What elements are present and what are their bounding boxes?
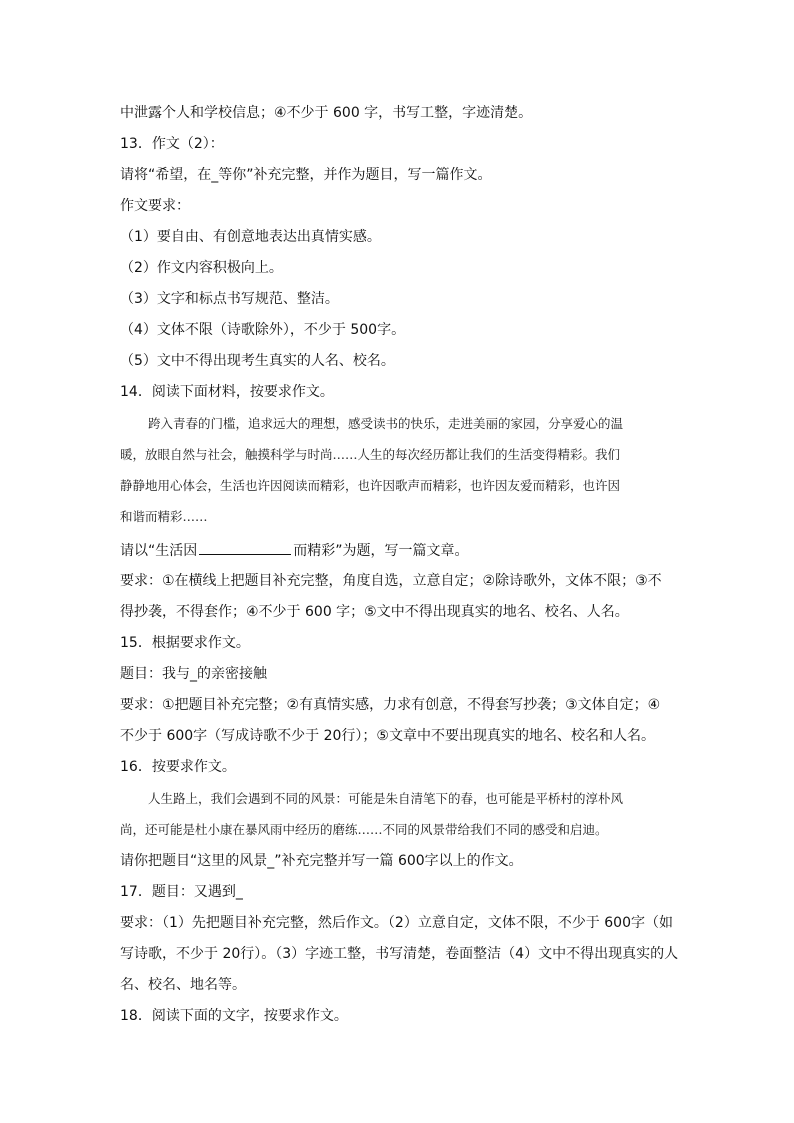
q15-heading: 15．根据要求作文。	[120, 635, 250, 651]
q13-heading: 13．作文（2）：	[120, 136, 224, 152]
q13-prompt: 请将“希望，在_等你”补充完整，并作为题目，写一篇作文。	[120, 167, 492, 183]
q16-prompt: 请你把题目“这里的风景_”补充完整并写一篇 600字以上的作文。	[120, 853, 523, 869]
q17-requirements: 要求：（1）先把题目补充完整，然后作文。（2）立意自定，文体不限，不少于 600字（如	[120, 915, 673, 931]
q16-heading: 16．按要求作文。	[120, 759, 236, 775]
q13-requirement-1: （1）要自由、有创意地表达出真情实感。	[120, 229, 381, 245]
q14-requirements: 要求：①在横线上把题目补充完整，角度自选，立意自定；②除诗歌外，文体不限；③不	[120, 573, 662, 589]
q14-prompt-after: 而精彩”为题，写一篇文章。	[293, 543, 469, 559]
q17-requirements: 写诗歌，不少于 20行）。（3）字迹工整，书写清楚，卷面整洁（4）文中不得出现真实的人	[120, 946, 679, 962]
q16-material-line: 人生路上，我们会遇到不同的风景：可能是朱自清笔下的春，也可能是平桥村的淳朴风	[148, 791, 624, 806]
q12-requirement-tail: 中泄露个人和学校信息；④不少于 600 字，书写工整，字迹清楚。	[120, 105, 533, 121]
q18-heading: 18．阅读下面的文字，按要求作文。	[120, 1008, 348, 1024]
q14-prompt	[120, 540, 680, 561]
q14-material-line: 暖，放眼自然与社会，触摸科学与时尚……人生的每次经历都让我们的生活变得精彩。我们	[120, 447, 621, 462]
q15-title: 题目：我与_的亲密接触	[120, 666, 267, 682]
q14-material-line: 静静地用心体会，生活也许因阅读而精彩，也许因歌声而精彩，也许因友爱而精彩，也许因	[120, 478, 621, 493]
q16-material-line: 尚，还可能是杜小康在暴风雨中经历的磨练……不同的风景带给我们不同的感受和启迪。	[120, 822, 608, 837]
q14-material-line: 和谐而精彩……	[120, 509, 208, 524]
q14-material-line: 跨入青春的门槛，追求远大的理想，感受读书的快乐，走进美丽的家园，分享爱心的温	[148, 416, 624, 431]
q13-requirements-heading: 作文要求：	[120, 198, 190, 214]
q14-prompt-before: 请以“生活因	[120, 543, 198, 559]
q15-requirements: 要求：①把题目补充完整；②有真情实感，力求有创意，不得套写抄袭；③文体自定；④	[120, 697, 661, 713]
q14-heading: 14．阅读下面材料，按要求作文。	[120, 384, 334, 400]
q14-requirements: 得抄袭，不得套作；④不少于 600 字；⑤文中不得出现真实的地名、校名、人名。	[120, 604, 629, 620]
q13-requirement-4: （4）文体不限（诗歌除外），不少于 500字。	[120, 322, 406, 338]
q15-requirements: 不少于 600字（写成诗歌不少于 20行）；⑤文章中不要出现真实的地名、校名和人名。	[120, 728, 655, 744]
q17-requirements: 名、校名、地名等。	[120, 977, 246, 993]
q17-title: 17．题目：又遇到_	[120, 884, 243, 900]
q13-requirement-3: （3）文字和标点书写规范、整洁。	[120, 291, 339, 307]
title-blank-line	[199, 540, 291, 555]
q13-requirement-5: （5）文中不得出现考生真实的人名、校名。	[120, 353, 395, 369]
q13-requirement-2: （2）作文内容积极向上。	[120, 260, 283, 276]
